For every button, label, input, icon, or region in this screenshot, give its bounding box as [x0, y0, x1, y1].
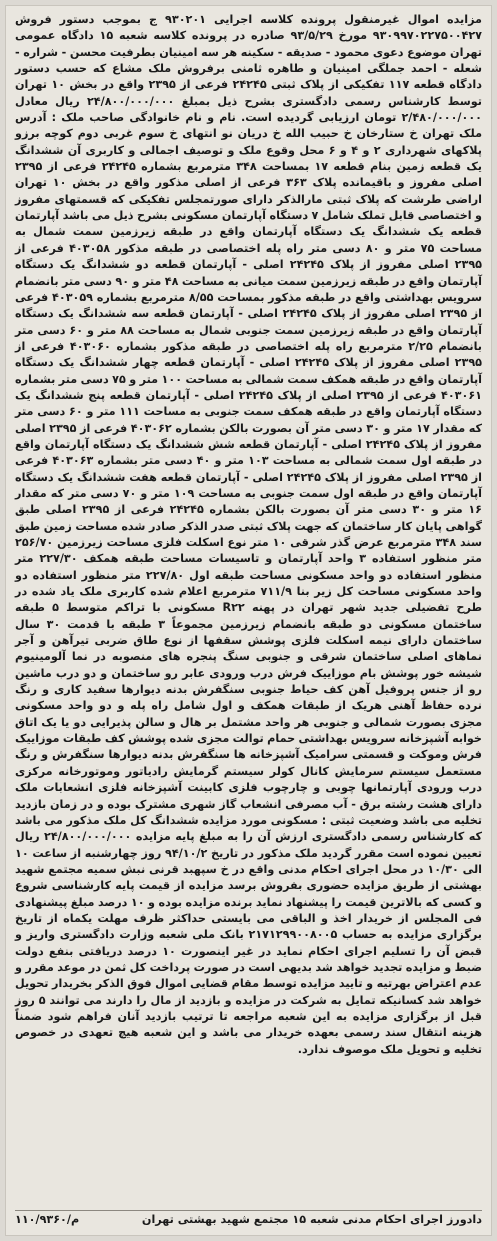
reference-number: ۱۱۰/۹۳۶۰/م — [15, 1213, 80, 1226]
footer-divider — [15, 1210, 482, 1211]
newspaper-clipping — [6, 6, 491, 1235]
auction-notice-body — [6, 6, 491, 1206]
signature-line: دادورز اجرای احکام مدنی شعبه ۱۵ مجتمع شهید بهشتی تهران — [141, 1213, 482, 1226]
notice-footer — [15, 1213, 482, 1229]
auction-notice-text: مزایده اموال غیرمنقول پرونده کلاسه اجرایی ۹۳۰۲۰۱ ج بموجب دستور فروش ۹۳۰۹۹۷۰۲۲۷۵۰۰۴۲۷ مورخ ۹۳/۵/۲۹ صادره در پرونده کلاسه شعبه ۱۵ دادگاه عمومی تهران موضوع دعوی محمود - صدیقه - سکینه هر سه امینیان بطرفیت محسن - شراره - شعله - احمد جملگی امینیان و طاهره ثامنی برفروش ملک مشاع که حسب دستور دادگاه قطعه ۱۱۷ تفکیکی از پلاک ثبتی ۲۴۲۴۵ فرعی از ۲۳۹۵ واقع در بخش ۱۰ تهران توسط کارشناس رسمی دادگستری بشرح ذیل بمبلغ ۲۴/۸۰۰/۰۰۰/۰۰۰ ریال معادل ۲/۴۸۰/۰۰۰/۰۰۰ تومان ارزیابی گردیده است. نام و نام خانوادگی صاحب ملک : آدرس ملک تهران خ ستارخان خ حبیب الله خ دریان نو انتهای خ سوم غربی دوم کوچه برزو پلاکهای شهرداری ۲ و ۴ و ۶ محل وقوع ملک و توصیف اجمالی و کاربری آن ششدانگ یک قطعه زمین بنام قطعه ۱۷ بمساحت ۳۴۸ مترمربع بشماره ۲۴۲۴۵ فرعی از ۲۳۹۵ اصلی مفروز و باقیمانده پلاک ۳۶۳ فرعی از اصلی مذکور واقع در بخش ۱۰ تهران اراضی طرشت که پلاک ثبتی مارالذکر دارای صورتمجلس تفکیکی که قسمتهای مفروز و اختصاصی قابل تملک شامل ۷ دستگاه آپارتمان مسکونی بشرح ذیل می باشد آپارتمان قطعه یک ششدانگ یک دستگاه آپارتمان واقع در طبقه زیرزمین سمت شمال به مساحت ۷۵ متر و ۸۰ دسی متر راه پله اختصاصی در طبقه مذکور ۴۰۳۰۵۸ فرعی از ۲۳۹۵ اصلی مفروز از پلاک ۲۴۲۴۵ اصلی - آپارتمان قطعه دو ششدانگ یک دستگاه آپارتمان واقع در طبقه زیرزمین سمت میانی به مساحت ۴۸ متر و ۹۰ دسی متر بانضمام سرویس بهداشتی واقع در طبقه مذکور بمساحت ۸/۵۵ مترمربع بشماره ۴۰۳۰۵۹ فرعی از ۲۳۹۵ اصلی مفروز از پلاک ۲۴۲۴۵ اصلی - آپارتمان قطعه سه ششدانگ یک دستگاه آپارتمان واقع در طبقه زیرزمین سمت جنوبی شمال به مساحت ۸۸ متر و ۶۰ دسی متر بانضمام ۲/۲۵ مترمربع راه پله اختصاصی در طبقه مذکور بشماره ۴۰۳۰۶۰ فرعی از ۲۳۹۵ اصلی مفروز از پلاک ۲۴۲۴۵ اصلی - آپارتمان قطعه چهار ششدانگ یک دستگاه آپارتمان واقع در طبقه همکف سمت شمالی به مساحت ۱۰۰ متر و ۷۵ دسی متر بشماره ۴۰۳۰۶۱ فرعی از ۲۳۹۵ اصلی از پلاک ۲۴۲۴۵ اصلی - آپارتمان قطعه پنج ششدانگ یک دستگاه آپارتمان واقع در طبقه همکف سمت جنوبی به مساحت ۱۱۱ متر و ۶۰ دسی متر که مقدار ۱۷ متر و ۳۰ دسی متر آن بصورت بالکن بشماره ۴۰۳۰۶۲ فرعی از ۲۳۹۵ اصلی مفروز از پلاک ۲۴۲۴۵ اصلی - آپارتمان قطعه شش ششدانگ یک دستگاه آپارتمان واقع در طبقه اول سمت شمالی به مساحت ۱۰۳ متر و ۴۰ دسی متر بشماره ۴۰۳۰۶۳ فرعی از ۲۳۹۵ اصلی مفروز از پلاک ۲۴۲۴۵ اصلی - آپارتمان قطعه هفت ششدانگ یک دستگاه آپارتمان واقع در طبقه اول سمت جنوبی به مساحت ۱۰۹ متر و ۷۰ دسی متر که مقدار ۱۶ متر و ۳۰ دسی متر آن بصورت بالکن بشماره ۲۴۲۴۵ فرعی از ۲۳۹۵ اصلی طبق گواهی پایان کار ساختمان که جهت پلاک ثبتی صدر الذکر صادر شده مساحت زمین طبق سند ۳۴۸ مترمربع عرض گذر شرقی ۱۰ متر نوع اسکلت فلزی مساحت زیرزمین ۲۵۶/۷۰ متر منظور استفاده ۳ واحد آپارتمان و تاسیسات مساحت طبقه همکف ۲۲۷/۳۰ متر منظور استفاده دو واحد مسکونی مساحت طبقه اول ۲۲۷/۸۰ متر منظور استفاده دو واحد مسکونی مساحت کل زیر بنا ۷۱۱/۹ مترمربع اعلام شده کاربری ملک یاد شده در طرح تفضیلی جدید شهر تهران در پهنه R۲۲ مسکونی با تراکم متوسط ۵ طبقه ساختمان مسکونی دو طبقه بانضمام زیرزمین مجموعاً ۳ طبقه با قدمت ۳۰ سال ساختمان دارای نیمه اسکلت فلزی پوشش سقفها از نوع طاق ضربی تیرآهن و آجر نماهای اصلی ساختمان شرقی و جنوبی سنگ پنجره های منصوبه در نما آلومینیوم شیشه خور پوشش بام موزاییک فرش درب ورودی عابر رو ساختمان و دو درب ماشین رو از جنس پروفیل آهن کف حیاط جنوبی سنگفرش بدنه دیوارها سفید کاری و رنگ نرده حفاظ آهنی هریک از طبقات همکف و اول شامل راه پله و دو واحد مسکونی مجزی بصورت شمالی و جنوبی هر واحد مشتمل بر هال و سالن پذیرایی دو یا یک اتاق خوابه آشپزخانه سرویس بهداشتی حمام توالت مجزی شده پوشش کف طبقات موزاییک فرش وموکت و قسمتی سرامیک آشپزخانه ها سنگفرش بدنه دیوارها سنگفرش و رنگ مستعمل سیستم سرمایش کانال کولر سیستم گرمایش رادیاتور وموتورخانه مرکزی درب ورودی آپارتمانها چوبی و چارچوب فلزی کابینت آشپزخانه فلزی انشعابات ملک دارای هشت رشته برق - آب مصرفی انشعاب گاز شهری مشترک بوده و در زمان بازدید تخلیه می باشد وضعیت ثبتی : مسکونی مورد مزایده ششدانگ کل ملک مذکور می باشد که کارشناس رسمی دادگستری ارزش آن را به مبلغ پایه مزایده ۲۴/۸۰۰/۰۰۰/۰۰۰ ریال تعیین نموده است مقرر گردید ملک مذکور در تاریخ ۹۴/۱۰/۲ روز چهارشنبه از ساعت ۱۰ الی ۱۰/۳۰ در محل اجرای احکام مدنی واقع در خ سپهبد قرنی نبش سمیه مجتمع شهید بهشتی از طریق مزایده حضوری بفروش برسد مزایده از قیمت پایه کارشناسی شروع و کسی که بالاترین قیمت را پیشنهاد نماید برنده مزایده بوده و ۱۰ درصد مبلغ پیشنهادی فی المجلس از خریدار اخذ و الباقی می بایستی حداکثر ظرف مهلت یکماه از تاریخ برگزاری مزایده به حساب ۲۱۷۱۲۹۹۰۰۸۰۰۵ بانک ملی شعبه وزارت دادگستری واریز و قبض آن را تسلیم اجرای احکام نماید در غیر اینصورت ۱۰ درصد دریافتی بنفع دولت ضبط و مزایده تجدید خواهد شد بدیهی است در صورت پرداخت کل ثمن در موعد مقرر و عدم اعتراض بهرتیه و تایید مزایده توسط مقام قضایی اموال فوق الذکر بخریدار تحویل خواهد شد کسانیکه تمایل به شرکت در مزایده و بازدید از مال را دارند می توانند ۵ روز قبل از برگزاری مزایده به این شعبه مراجعه تا ترتیب بازدید آنان فراهم شود ضمناً هزینه انتقال سند رسمی بعهده خریدار می باشد و این شعبه هیچ تعهدی در خصوص تخلیه و تحویل ملک موصوف ندارد. — [15, 13, 483, 1056]
